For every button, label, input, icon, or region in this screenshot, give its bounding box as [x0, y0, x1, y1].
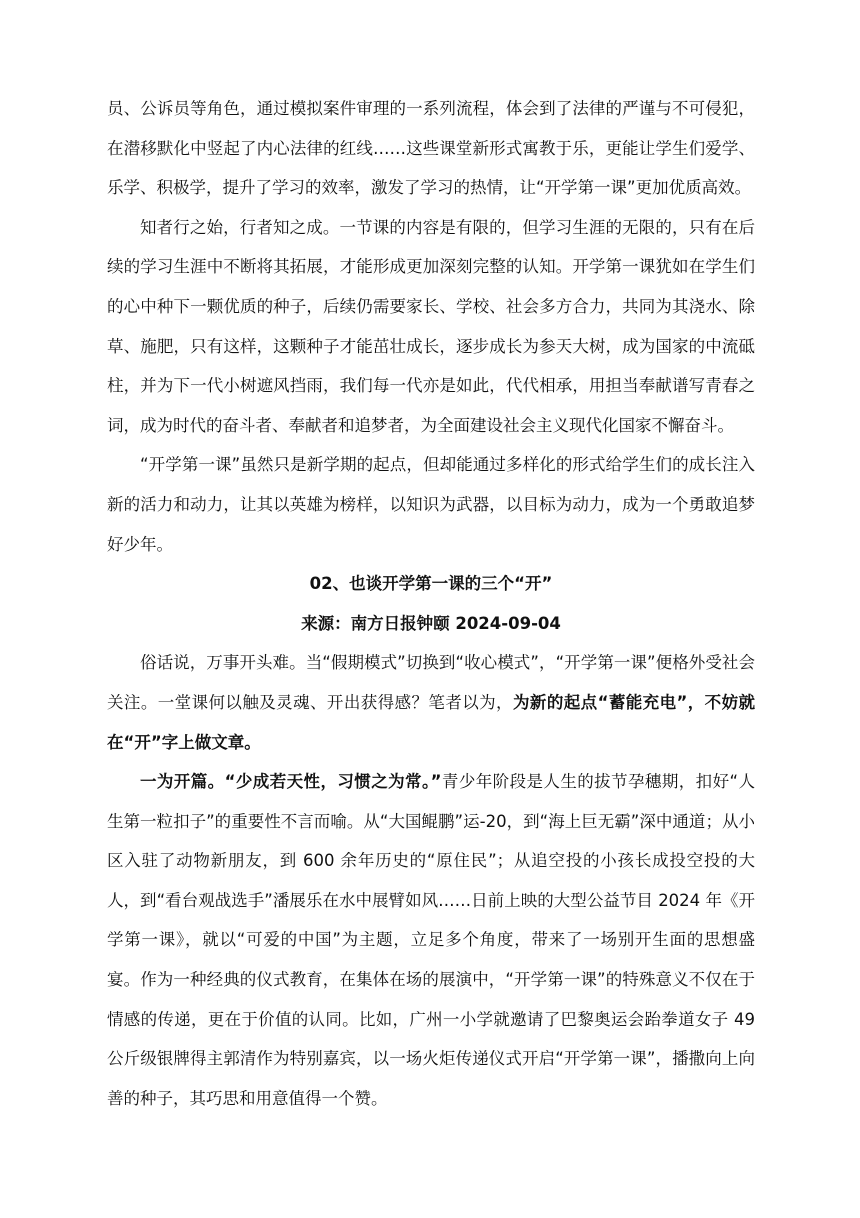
article-source: 来源：南方日报钟颐 2024-09-04: [301, 613, 561, 633]
paragraph-first-point: [107, 762, 755, 1118]
paragraph-continuation: 员、公诉员等角色，通过模拟案件审理的一系列流程，体会到了法律的严谨与不可侵犯，在潜移默化中竖起了内心法律的红线……这些课堂新形式寓教于乐，更能让学生们爱学、乐学、积极学，提升了学习的效率，激发了学习的热情，让“开学第一课”更加优质高效。: [107, 99, 755, 198]
intro-emphasis: 为新的起点“蓄能充电”，不妨就在“开”字上做文章。: [107, 692, 755, 752]
first-point-emphasis: 一为开篇。“少成若天性，习惯之为常。”: [140, 772, 442, 792]
intro-text: 俗话说，万事开头难。当“假期模式”切换到“收心模式”，“开学第一课”便格外受社会关注。一堂课何以触及灵魂、开出获得感？笔者以为，: [107, 653, 755, 712]
first-point-text: 青少年阶段是人生的拔节孕穗期，扣好“人生第一粒扣子”的重要性不言而喻。从“大国鲲鹏”运-20，到“海上巨无霸”深中通道；从小区入驻了动物新朋友，到 600 余年历史的“原住民”；从追空投的小孩长成投空投的大人，到“看台观战选手”潘展乐在水中展臂如风……日前上映的大型公益节目 2024 年《开学第一课》，就以“可爱的中国”为主题，立足多个角度，带来了一场别开生面的思想盛宴。作为一种经典的仪式教育，在集体在场的展演中，“开学第一课”的特殊意义不仅在于情感的传递，更在于价值的认同。比如，广州一小学就邀请了巴黎奥运会跆拳道女子 49 公斤级银牌得主郭清作为特别嘉宾，以一场火炬传递仪式开启“开学第一课”，播撒向上向善的种子，其巧思和用意值得一个赞。: [107, 772, 755, 1108]
document-page: [107, 89, 755, 1118]
paragraph-intro: [107, 643, 755, 762]
paragraph-conclusion: “开学第一课”虽然只是新学期的起点，但却能通过多样化的形式给学生们的成长注入新的活力和动力，让其以英雄为榜样，以知识为武器，以目标为动力，成为一个勇敢追梦好少年。: [107, 455, 755, 554]
article-title: 02、也谈开学第一课的三个“开”: [309, 574, 553, 594]
paragraph-knowledge-action: 知者行之始，行者知之成。一节课的内容是有限的，但学习生涯的无限的，只有在后续的学习生涯中不断将其拓展，才能形成更加深刻完整的认知。开学第一课犹如在学生们的心中种下一颗优质的种子，后续仍需要家长、学校、社会多方合力，共同为其浇水、除草、施肥，只有这样，这颗种子才能茁壮成长，逐步成长为参天大树，成为国家的中流砥柱，并为下一代小树遮风挡雨，我们每一代亦是如此，代代相承，用担当奉献谱写青春之词，成为时代的奋斗者、奉献者和追梦者，为全面建设社会主义现代化国家不懈奋斗。: [107, 217, 755, 435]
